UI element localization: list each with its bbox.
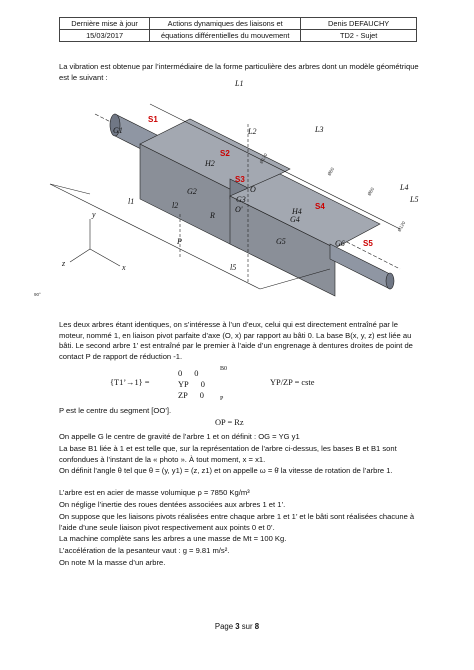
label-l5: l5 [230, 263, 237, 272]
header-title-line1: Actions dynamiques des liaisons et [150, 18, 301, 30]
label-g2: G2 [187, 187, 197, 196]
footer-mid: sur [239, 622, 255, 631]
axis-x-arrow [90, 249, 120, 266]
dim-4: Ø120 [396, 220, 407, 233]
label-L2: L2 [248, 127, 257, 136]
label-s2: S2 [220, 149, 230, 158]
dim-2: Ø80 [326, 166, 336, 177]
label-g5: G5 [276, 237, 286, 246]
small-mark: 90° [34, 292, 41, 297]
matrix-cell: YP [178, 380, 189, 389]
paragraph-machine-mass: La machine complète sans les arbres a une masse de Mt = 100 Kg. [59, 534, 287, 543]
label-L1: L1 [235, 79, 244, 88]
label-l1: l1 [128, 197, 135, 206]
paragraph-inertia: On néglige l’inertie des roues dentées associées aux arbres 1 et 1’. [59, 500, 286, 509]
header-author: Denis DEFAUCHY [301, 18, 417, 30]
paragraph-base: La base B1 liée à 1 et est telle que, sur la représentation de l’arbre ci-dessus, les bases B et B1 sont confondues à l’instant de la « photo ». À tout moment, x = x1. [59, 444, 397, 464]
label-g4: G4 [290, 215, 300, 224]
header-update-label: Dernière mise à jour [60, 18, 150, 30]
label-p: P [177, 237, 182, 246]
torsor-lhs: {T1’→1} = [110, 378, 150, 387]
label-h2: H2 [205, 159, 215, 168]
page-footer [0, 622, 474, 631]
torsor-point: P [220, 396, 224, 402]
p-center-line: P est le centre du segment [OO’]. [59, 406, 172, 415]
matrix-cell: 0 [178, 369, 183, 378]
label-L5: L5 [410, 195, 419, 204]
label-g3: G3 [236, 195, 246, 204]
header-doc-type: TD2 - Sujet [301, 30, 417, 42]
op-equation: OP = Rz [215, 418, 244, 427]
torsor-condition: YP/ZP = cste [270, 378, 315, 387]
paragraph-pivots: On suppose que les liaisons pivots réalisées entre chaque arbre 1 et 1’ et le bâti sont réalisées chacune à l’aide d’une seule liaison pivot respectivement aux points 0 et 0’. [59, 512, 415, 532]
label-axis-y: y [92, 210, 96, 219]
label-s5: S5 [363, 239, 373, 248]
label-L3: L3 [315, 125, 324, 134]
label-o: O [250, 185, 256, 194]
label-axis-x: x [122, 263, 126, 272]
header-date: 15/03/2017 [60, 30, 150, 42]
shaft-segment-s5 [330, 244, 390, 289]
label-g6: G6 [335, 239, 345, 248]
header-table [59, 17, 417, 42]
intro-paragraph: La vibration est obtenue par l’intermédiaire de la forme particulière des arbres dont un modèle géométrique est le suivant : [59, 62, 419, 82]
footer-prefix: Page [214, 622, 236, 631]
label-s1: S1 [148, 115, 158, 124]
label-L4: L4 [400, 183, 409, 192]
torsor-matrix [178, 368, 205, 401]
label-l2: l2 [172, 201, 179, 210]
torsor-base: B0 [220, 366, 228, 372]
header-title-line2: équations différentielles du mouvement [150, 30, 301, 42]
paragraph-gravity: On appelle G le centre de gravité de l’arbre 1 et on définit : OG = YG y1 [59, 432, 300, 441]
paragraph-mass-note: On note M la masse d’un arbre. [59, 558, 166, 567]
dim-3: Ø80 [366, 186, 376, 197]
paragraph-gravity-accel: L’accélération de la pesanteur vaut : g = 9.81 m/s². [59, 546, 230, 555]
label-o-prime: O' [235, 205, 243, 214]
label-r: R [210, 211, 215, 220]
label-g1: G1 [113, 126, 123, 135]
label-s3: S3 [235, 175, 245, 184]
paragraph-steel: L’arbre est en acier de masse volumique ρ = 7850 Kg/m³ [59, 488, 250, 497]
footer-total-pages: 8 [254, 622, 260, 631]
shaft-figure [30, 79, 430, 309]
dim-1: Ø120 [258, 152, 269, 165]
paragraph-arbres: Les deux arbres étant identiques, on s’intéresse à l’un d’eux, celui qui est directement entraîné par le moteur, nommé 1, en liaison pivot parfaite d’axe (O, x) par rapport au bâti 0. La base B(x, y, z) est liée au bâti. Le second arbre 1’ est entraîné par le premier à l’aide d’un engrenage à dentures droites de point de contact P de rapport de réduction -1. [59, 320, 413, 361]
label-s4: S4 [315, 202, 325, 211]
label-axis-z: z [62, 259, 66, 268]
matrix-cell: ZP [178, 391, 188, 400]
axis-z-arrow [70, 249, 90, 262]
footer-page-number: 3 [235, 622, 240, 631]
matrix-cell: 0 [194, 369, 199, 378]
matrix-cell: 0 [199, 391, 204, 400]
paragraph-angle: On définit l’angle θ tel que θ = (y, y1) = (z, z1) et on appelle ω = θ̇ la vitesse de rotation de l’arbre 1. [59, 466, 393, 475]
matrix-cell: 0 [200, 380, 205, 389]
label-h4: H4 [292, 207, 302, 216]
